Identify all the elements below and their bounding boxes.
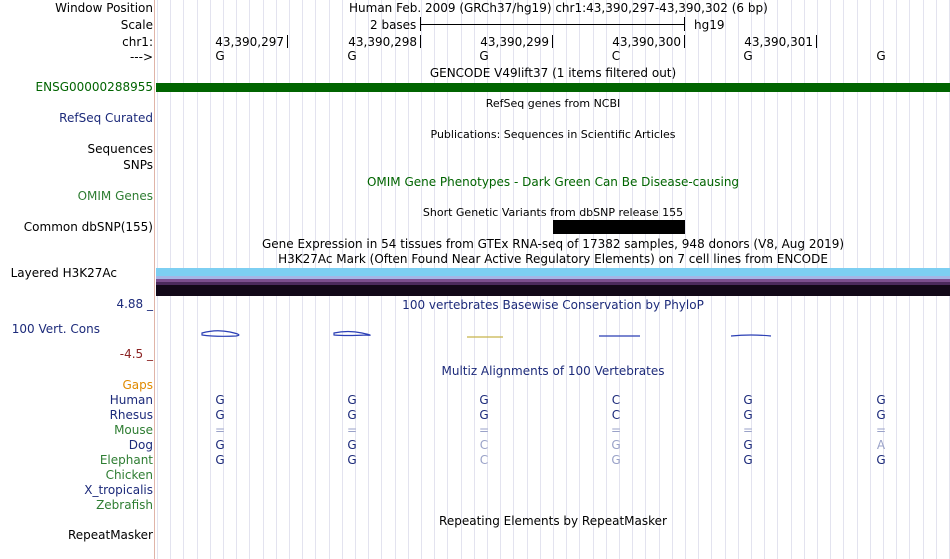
phylop-track-title[interactable]: 100 vertebrates Basewise Conservation by PhyloP	[402, 298, 704, 312]
gencode-item-label[interactable]: ENSG00000288955	[35, 80, 153, 94]
alignment-base: G	[347, 408, 357, 422]
alignment-base: C	[611, 408, 621, 422]
sequence-base: C	[611, 49, 621, 63]
ruler-tick	[816, 35, 817, 48]
alignment-base: G	[479, 393, 489, 407]
alignment-base: G	[215, 408, 225, 422]
h3k27ac-track-label[interactable]: Layered H3K27Ac	[10, 266, 117, 280]
alignment-base: G	[611, 438, 621, 452]
alignment-base: G	[215, 453, 225, 467]
ruler-position-label: 43,390,297	[215, 35, 284, 49]
alignment-base: G	[743, 453, 753, 467]
alignment-base: G	[743, 393, 753, 407]
scale-bar	[420, 24, 685, 25]
ruler-tick	[552, 35, 553, 48]
sequence-base: G	[479, 49, 489, 63]
species-label[interactable]: Elephant	[99, 453, 153, 467]
sequence-base: G	[215, 49, 225, 63]
alignment-base: C	[611, 393, 621, 407]
gaps-label[interactable]: Gaps	[122, 378, 153, 392]
repeatmasker-track-title[interactable]: Repeating Elements by RepeatMasker	[439, 514, 667, 528]
omim-track-title[interactable]: OMIM Gene Phenotypes - Dark Green Can Be Disease-causing	[366, 175, 740, 189]
alignment-base: =	[610, 423, 622, 437]
phylop-max-label: 4.88 _	[116, 297, 153, 311]
dbsnp-track-label[interactable]: Common dbSNP(155)	[23, 220, 153, 234]
alignment-base: =	[346, 423, 358, 437]
alignment-base: G	[215, 438, 225, 452]
refseq-track-label[interactable]: RefSeq Curated	[59, 111, 153, 125]
window-position-value: Human Feb. 2009 (GRCh37/hg19) chr1:43,390,297-43,390,302 (6 bp)	[349, 1, 768, 15]
multiz-track-title[interactable]: Multiz Alignments of 100 Vertebrates	[441, 364, 665, 378]
strand-label: --->	[129, 50, 153, 64]
gencode-gene-bar[interactable]	[156, 83, 950, 92]
scale-label: Scale	[120, 18, 153, 32]
alignment-base: C	[479, 453, 489, 467]
alignment-base: G	[611, 453, 621, 467]
species-label[interactable]: Rhesus	[109, 408, 153, 422]
alignment-base: C	[479, 438, 489, 452]
scale-text: 2 bases	[370, 18, 417, 32]
gencode-track-title[interactable]: GENCODE V49lift37 (1 items filtered out)	[429, 66, 677, 80]
sequence-base: G	[347, 49, 357, 63]
refseq-track-title[interactable]: RefSeq genes from NCBI	[485, 97, 621, 110]
scale-db: hg19	[694, 18, 725, 32]
species-label[interactable]: Chicken	[105, 468, 153, 482]
alignment-base: G	[743, 438, 753, 452]
alignment-base: G	[876, 453, 886, 467]
chrom-label: chr1:	[122, 35, 153, 49]
alignment-base: G	[347, 453, 357, 467]
omim-track-label[interactable]: OMIM Genes	[77, 189, 153, 203]
dbsnp-variant-bar[interactable]	[553, 220, 685, 234]
ruler-position-label: 43,390,301	[744, 35, 813, 49]
h3k27ac-track-title[interactable]: H3K27Ac Mark (Often Found Near Active Regulatory Elements) on 7 cell lines from ENCODE	[278, 252, 828, 266]
track-label-separator[interactable]	[154, 0, 155, 559]
alignment-base: =	[875, 423, 887, 437]
track-image-area[interactable]	[156, 0, 950, 559]
ruler-tick	[420, 35, 421, 48]
species-label[interactable]: Mouse	[114, 423, 153, 437]
sequence-base: G	[876, 49, 886, 63]
species-label[interactable]: Zebrafish	[96, 498, 153, 512]
alignment-base: G	[743, 408, 753, 422]
pubs-track-title[interactable]: Publications: Sequences in Scientific Articles	[430, 128, 676, 141]
ruler-position-label: 43,390,298	[348, 35, 417, 49]
alignment-base: G	[876, 408, 886, 422]
snps-track-label[interactable]: SNPs	[123, 158, 153, 172]
sequences-track-label[interactable]: Sequences	[87, 142, 153, 156]
species-label[interactable]: X_tropicalis	[84, 483, 153, 497]
ruler-position-label: 43,390,300	[612, 35, 681, 49]
alignment-base: G	[876, 393, 886, 407]
ruler-tick	[684, 35, 685, 48]
window-position-label: Window Position	[55, 1, 153, 15]
h3k27ac-signal[interactable]	[156, 268, 950, 296]
phylop-wiggle[interactable]	[156, 325, 950, 343]
sequence-base: G	[743, 49, 753, 63]
scale-bar-left-end	[420, 17, 421, 31]
phylop-track-label[interactable]: 100 Vert. Cons	[11, 322, 100, 336]
species-label[interactable]: Dog	[128, 438, 153, 452]
alignment-base: =	[742, 423, 754, 437]
alignment-base: A	[876, 438, 886, 452]
alignment-base: G	[215, 393, 225, 407]
alignment-base: G	[347, 438, 357, 452]
alignment-base: G	[347, 393, 357, 407]
dbsnp-track-title[interactable]: Short Genetic Variants from dbSNP release 155	[422, 206, 684, 219]
ruler-tick	[287, 35, 288, 48]
phylop-min-label: -4.5 _	[119, 347, 153, 361]
track-label-panel	[0, 0, 153, 559]
alignment-base: =	[478, 423, 490, 437]
gtex-track-title[interactable]: Gene Expression in 54 tissues from GTEx RNA-seq of 17382 samples, 948 donors (V8, Aug 2019)	[261, 237, 845, 251]
alignment-base: =	[214, 423, 226, 437]
scale-bar-right-end	[684, 17, 685, 31]
alignment-base: G	[479, 408, 489, 422]
ruler-position-label: 43,390,299	[480, 35, 549, 49]
repeatmasker-track-label[interactable]: RepeatMasker	[67, 528, 153, 542]
species-label[interactable]: Human	[109, 393, 153, 407]
